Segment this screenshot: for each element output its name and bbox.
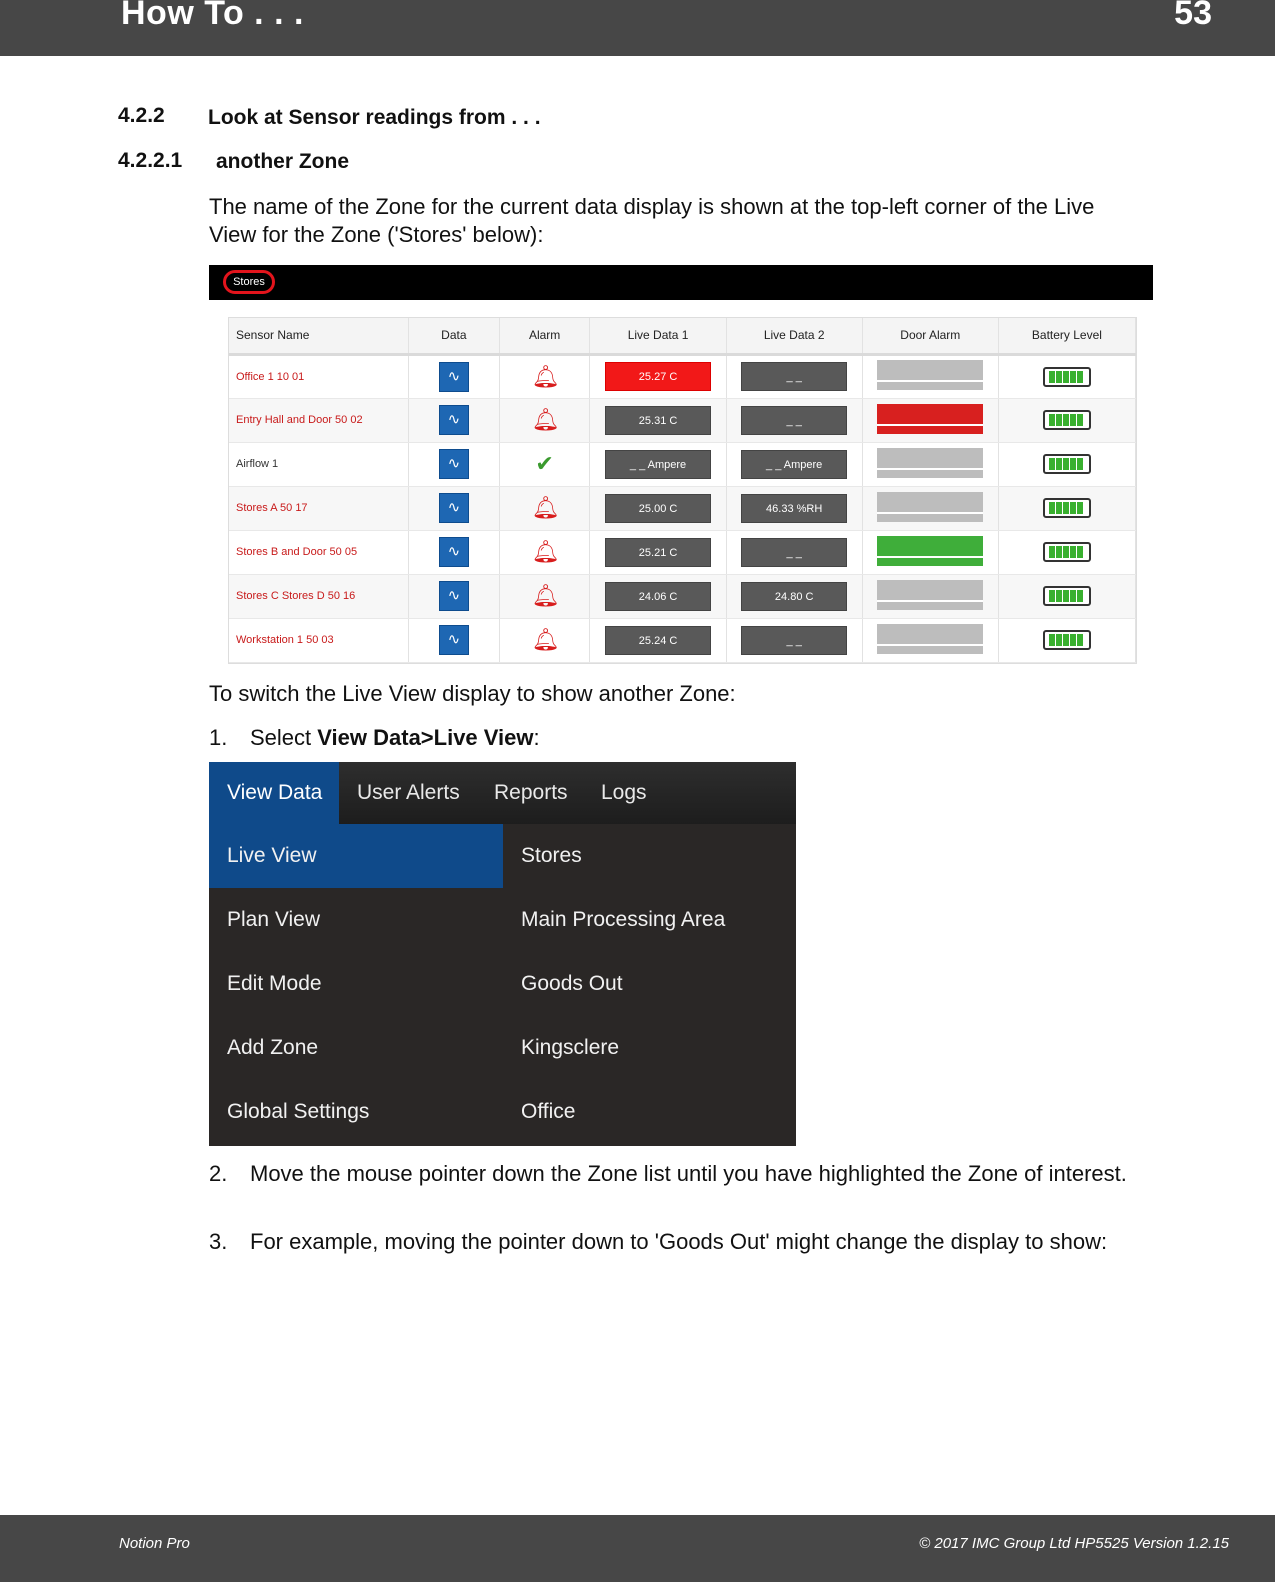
table-row [229,530,1136,574]
table-row [229,486,1136,530]
battery-icon [1043,410,1091,430]
section-title: Look at Sensor readings from . . . [208,106,541,129]
intro-paragraph: The name of the Zone for the current data display is shown at the top-left corner of the Live View for the Zone ('Stores' below): [209,194,1095,247]
live-data-2: _ _ [741,362,847,391]
data-graph-icon[interactable]: ∿ [439,537,469,567]
alarm-bell-icon[interactable]: 🔔︎ [531,407,560,433]
menu-bar [209,762,796,824]
door-alarm-indicator [877,624,983,654]
live-data-2: _ _ Ampere [741,450,847,479]
door-alarm-indicator [877,360,983,390]
view-data-menu [209,762,796,1146]
data-graph-icon[interactable]: ∿ [439,362,469,392]
header-title: How To . . . [121,0,304,32]
live-data-1: 25.31 C [605,406,711,435]
sensor-name[interactable]: Office 1 10 01 [229,354,408,398]
battery-icon [1043,367,1091,387]
zone-item-kingsclere[interactable]: Kingsclere [521,1036,620,1059]
table-header-row [229,318,1136,354]
live-data-1: _ _ Ampere [605,450,711,479]
door-alarm-indicator [877,404,983,434]
alarm-bell-icon[interactable]: 🔔︎ [531,539,560,565]
zone-item-stores[interactable]: Stores [521,844,582,867]
battery-icon [1043,498,1091,518]
menu-item-global-settings[interactable]: Global Settings [227,1100,370,1123]
live-data-1: 25.27 C [605,362,711,391]
zone-item-main-processing-area[interactable]: Main Processing Area [521,908,726,931]
sensor-name[interactable]: Stores A 50 17 [229,486,408,530]
data-graph-icon[interactable]: ∿ [439,449,469,479]
data-graph-icon[interactable]: ∿ [439,625,469,655]
page-footer [0,1515,1275,1582]
footer-copyright: © 2017 IMC Group Ltd HP5525 Version 1.2.15 [919,1535,1229,1552]
sensor-name[interactable]: Entry Hall and Door 50 02 [229,398,408,442]
door-alarm-indicator [877,580,983,610]
data-graph-icon[interactable]: ∿ [439,581,469,611]
switch-instruction: To switch the Live View display to show another Zone: [209,681,736,706]
tab-reports[interactable]: Reports [494,781,568,804]
data-graph-icon[interactable]: ∿ [439,405,469,435]
sensor-name[interactable]: Airflow 1 [229,442,408,486]
zone-bar [209,265,1153,300]
footer-product: Notion Pro [119,1535,190,1552]
step-number: 3. [209,1229,228,1254]
table-row [229,574,1136,618]
menu-item-live-view[interactable]: Live View [209,824,503,888]
sensor-name[interactable]: Stores B and Door 50 05 [229,530,408,574]
column-header: Sensor Name [229,318,408,354]
section-number: 4.2.2 [118,104,165,127]
step-text: Move the mouse pointer down the Zone list until you have highlighted the Zone of interest. [250,1161,1127,1186]
tab-logs[interactable]: Logs [601,781,647,804]
step-3 [209,1228,1129,1284]
live-data-1: 24.06 C [605,582,711,611]
sensor-name[interactable]: Workstation 1 50 03 [229,618,408,662]
subsection-title: another Zone [216,150,350,173]
alarm-bell-icon[interactable]: 🔔︎ [531,495,560,521]
data-graph-icon[interactable]: ∿ [439,493,469,523]
live-data-1: 25.21 C [605,538,711,567]
zone-item-goods-out[interactable]: Goods Out [521,972,623,995]
battery-icon [1043,630,1091,650]
column-header: Battery Level [998,318,1135,354]
step-2 [209,1160,1129,1216]
page-number: 53 [1174,0,1212,32]
sensor-name[interactable]: Stores C Stores D 50 16 [229,574,408,618]
alarm-bell-icon[interactable]: 🔔︎ [531,363,560,389]
live-data-1: 25.24 C [605,626,711,655]
table-row [229,398,1136,442]
step-text: : [533,725,540,750]
table-row [229,354,1136,398]
door-alarm-indicator [877,448,983,478]
column-header: Data [408,318,499,354]
live-data-2: _ _ [741,406,847,435]
column-header: Live Data 1 [590,318,726,354]
live-data-2: 46.33 %RH [741,494,847,523]
alarm-bell-icon[interactable]: 🔔︎ [531,583,560,609]
zone-label[interactable]: Stores [223,270,275,294]
live-data-2: _ _ [741,538,847,567]
column-header: Alarm [499,318,590,354]
table-row [229,618,1136,662]
step-text: For example, moving the pointer down to 'Goods Out' might change the display to show: [250,1229,1108,1254]
zone-item-office[interactable]: Office [521,1100,576,1123]
battery-icon [1043,454,1091,474]
menu-item-plan-view[interactable]: Plan View [227,908,321,931]
menu-path: View Data>Live View [317,725,534,750]
live-view-table [228,317,1137,664]
menu-item-add-zone[interactable]: Add Zone [227,1036,319,1059]
live-data-2: 24.80 C [741,582,847,611]
column-header: Live Data 2 [726,318,862,354]
alarm-ok-check-icon[interactable]: ✔ [535,451,554,477]
step-number: 2. [209,1161,228,1186]
alarm-bell-icon[interactable]: 🔔︎ [531,627,560,653]
subsection-number: 4.2.2.1 [118,149,183,172]
page-header [0,0,1275,56]
step-number: 1. [209,725,228,750]
table-row [229,442,1136,486]
door-alarm-indicator [877,492,983,522]
battery-icon [1043,542,1091,562]
battery-icon [1043,586,1091,606]
menu-item-edit-mode[interactable]: Edit Mode [227,972,322,995]
column-header: Door Alarm [862,318,998,354]
door-alarm-indicator [877,536,983,566]
tab-view-data[interactable]: View Data [209,762,339,824]
tab-user-alerts[interactable]: User Alerts [357,781,460,804]
live-data-2: _ _ [741,626,847,655]
live-data-1: 25.00 C [605,494,711,523]
step-text: Select [250,725,318,750]
